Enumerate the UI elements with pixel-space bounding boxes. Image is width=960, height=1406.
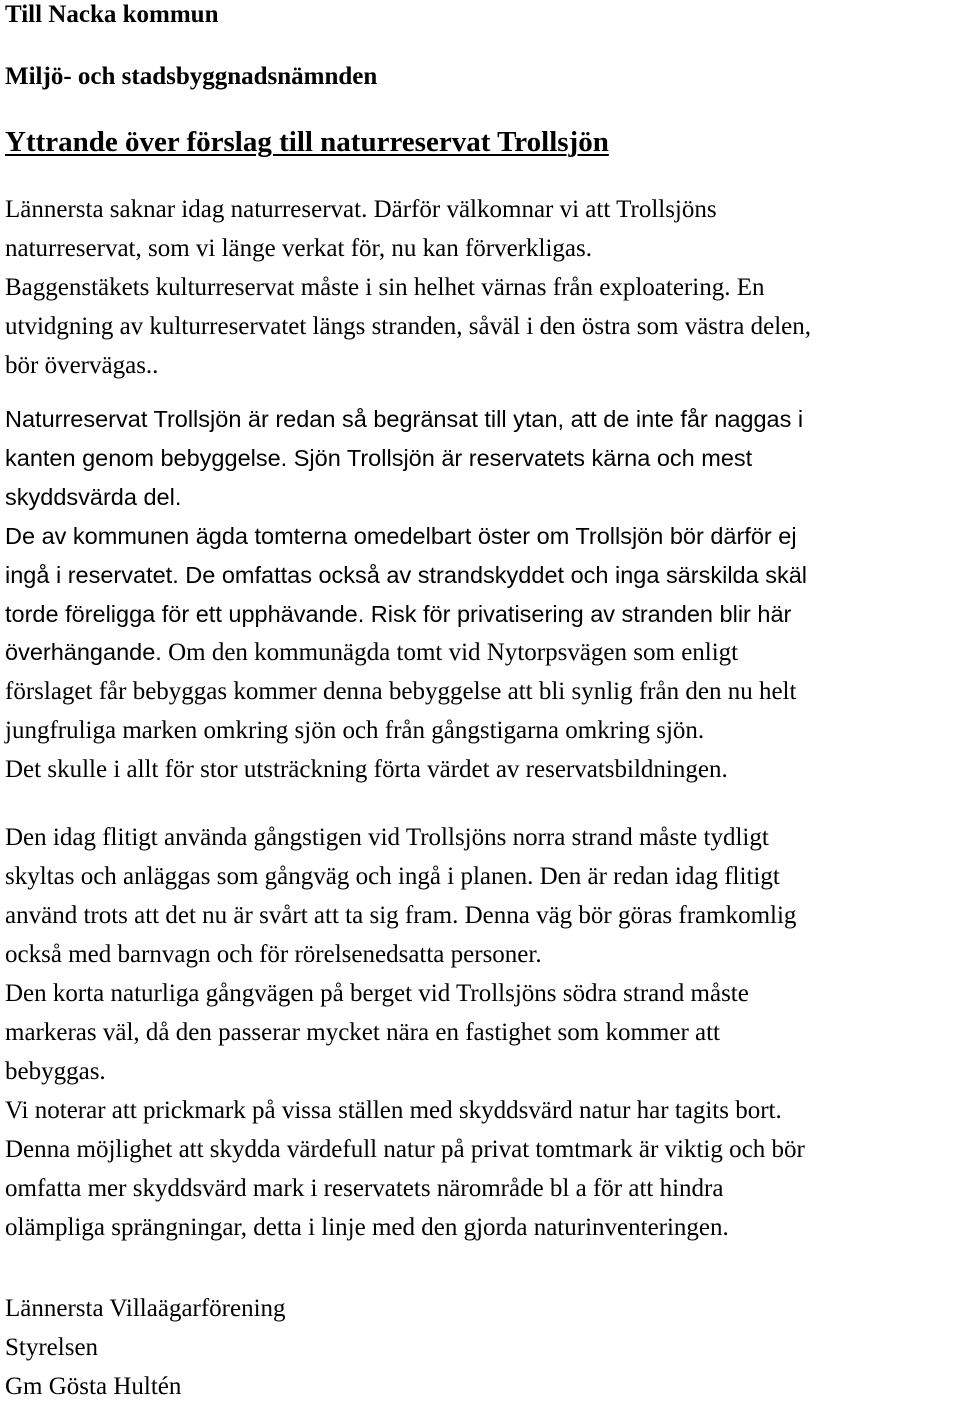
- signature-block: [5, 1289, 957, 1406]
- text-line: skyddsvärda del.: [5, 484, 182, 510]
- text-line: Denna möjlighet att skydda värdefull natur på privat tomtmark är viktig och bör: [5, 1136, 805, 1163]
- paragraph-trollsjon: [5, 400, 957, 634]
- text-line: omfatta mer skyddsvärd mark i reservatets närområde bl a för att hindra: [5, 1175, 724, 1202]
- text-line: Naturreservat Trollsjön är redan så begränsat till ytan, att de inte får naggas i: [5, 406, 804, 432]
- text-line: utvidgning av kulturreservatet längs stranden, såväl i den östra som västra delen,: [5, 313, 812, 340]
- text-line: Den korta naturliga gångvägen på berget vid Trollsjöns södra strand måste: [5, 980, 749, 1007]
- text-line: naturreservat, som vi länge verkat för, nu kan förverkligas.: [5, 235, 592, 262]
- document-title: Yttrande över förslag till naturreservat Trollsjön: [5, 126, 609, 158]
- text-line: torde föreligga för ett upphävande. Risk för privatisering av stranden blir här: [5, 601, 792, 627]
- paragraph-intro: [5, 190, 957, 385]
- signature-organization: Lännersta Villaägarförening: [5, 1295, 286, 1322]
- board-line: Miljö- och stadsbyggnadsnämnden: [5, 63, 378, 90]
- text-line: jungfruliga marken omkring sjön och från gångstigarna omkring sjön.: [5, 717, 705, 744]
- text-run: Om den kommunägda tomt vid Nytorpsvägen som enligt: [168, 639, 739, 666]
- text-line: Det skulle i allt för stor utsträckning förta värdet av reservatsbildningen.: [5, 756, 728, 783]
- text-line: bebyggas.: [5, 1058, 106, 1085]
- text-line: kanten genom bebyggelse. Sjön Trollsjön är reservatets kärna och mest: [5, 445, 753, 471]
- text-line: bör övervägas..: [5, 352, 159, 379]
- text-line: Baggenstäkets kulturreservat måste i sin helhet värnas från exploatering. En: [5, 274, 765, 301]
- text-line: skyltas och anläggas som gångväg och ingå i planen. Den är redan idag flitigt: [5, 863, 780, 890]
- text-line: [5, 633, 957, 672]
- signature-name: Gm Gösta Hultén: [5, 1373, 182, 1400]
- text-line: ingå i reservatet. De omfattas också av strandskyddet och inga särskilda skäl: [5, 562, 807, 588]
- text-line: också med barnvagn och för rörelsenedsatta personer.: [5, 941, 542, 968]
- text-line: förslaget får bebyggas kommer denna bebyggelse att bli synlig från den nu helt: [5, 678, 797, 705]
- text-line: markeras väl, då den passerar mycket nära en fastighet som kommer att: [5, 1019, 721, 1046]
- text-line: Den idag flitigt använda gångstigen vid Trollsjöns norra strand måste tydligt: [5, 824, 769, 851]
- text-line: använd trots att det nu är svårt att ta sig fram. Denna väg bör göras framkomlig: [5, 902, 797, 929]
- paragraph-nytorpsvagen: [5, 633, 957, 789]
- text-run: överhängande.: [5, 639, 162, 665]
- text-line: Vi noterar att prickmark på vissa ställen med skyddsvärd natur har tagits bort.: [5, 1097, 782, 1124]
- text-line: De av kommunen ägda tomterna omedelbart öster om Trollsjön bör därför ej: [5, 523, 797, 549]
- paragraph-paths: [5, 818, 957, 1247]
- recipient-line: Till Nacka kommun: [5, 1, 219, 28]
- text-line: olämpliga sprängningar, detta i linje med den gjorda naturinventeringen.: [5, 1214, 729, 1241]
- text-line: Lännersta saknar idag naturreservat. Därför välkomnar vi att Trollsjöns: [5, 196, 717, 223]
- signature-body: Styrelsen: [5, 1334, 99, 1361]
